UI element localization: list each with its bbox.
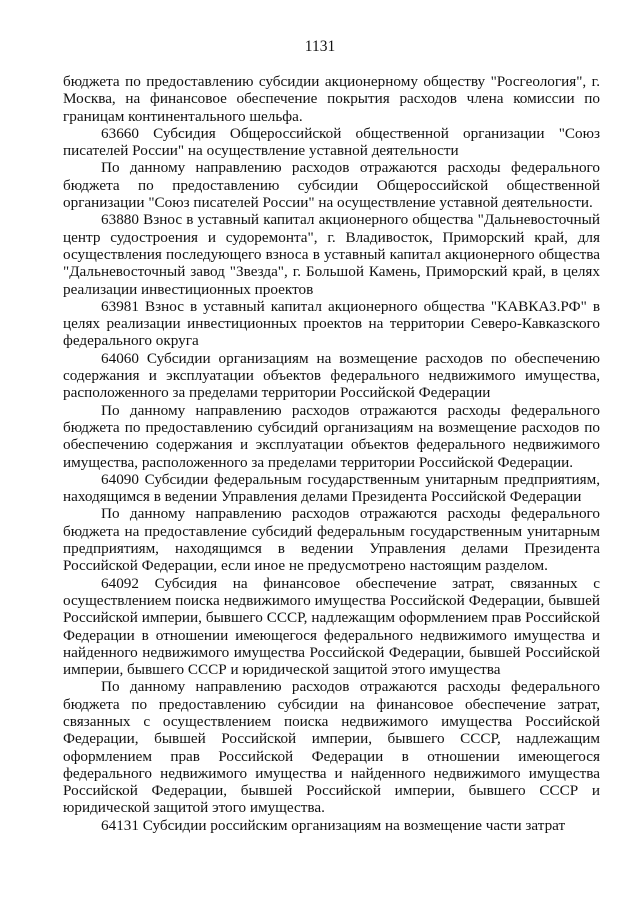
paragraph-item-63880: 63880 Взнос в уставный капитал акционерного общества "Дальневосточный центр судостроения и судоремонта", г. Владивосток, Приморский край, для осуществления последующего взноса в уставный капитал акционерного общества "Дальневосточный завод "Звезда", г. Большой Камень, Приморский край, в целях реализации инвестиционных проектов [63, 211, 600, 298]
paragraph-item-63981: 63981 Взнос в уставный капитал акционерного общества "КАВКАЗ.РФ" в целях реализации инвестиционных проектов на территории Северо-Кавказского федерального округа [63, 297, 600, 350]
paragraph-item-63660: 63660 Субсидия Общероссийской общественной организации "Союз писателей России" на осуществление уставной деятельности [63, 124, 600, 160]
paragraph-item-64090: 64090 Субсидии федеральным государственным унитарным предприятиям, находящимся в ведении Управления делами Президента Российской Федерации [63, 470, 600, 506]
paragraph-description-64060: По данному направлению расходов отражаются расходы федерального бюджета по предоставлению субсидий организациям на возмещение расходов по обеспечению содержания и эксплуатации объектов федерального недвижимого имущества, расположенного за пределами территории Российской Федерации. [63, 401, 600, 471]
paragraph-description-64092: По данному направлению расходов отражаются расходы федерального бюджета по предоставлению субсидии на финансовое обеспечение затрат, связанных с осуществлением поиска недвижимого имущества Российской Федерации, бывшей Российской империи, бывшего СССР, надлежащим оформлением прав Российской Федерации в отношении имеющегося федерального недвижимого имущества и найденного недвижимого имущества Российской Федерации, бывшей Российской империи, бывшего СССР и юридической защитой этого имущества. [63, 678, 600, 817]
paragraph-description-63660: По данному направлению расходов отражаются расходы федерального бюджета по предоставлению субсидии Общероссийской общественной организации "Союз писателей России" на осуществление уставной деятельности. [63, 159, 600, 212]
paragraph-description-64090: По данному направлению расходов отражаются расходы федерального бюджета на предоставление субсидий федеральным государственным унитарным предприятиям, находящимся в ведении Управления делами Президента Российской Федерации, если иное не предусмотрено настоящим разделом. [63, 505, 600, 575]
page-number: 1131 [304, 38, 336, 55]
paragraph-item-64092: 64092 Субсидия на финансовое обеспечение затрат, связанных с осуществлением поиска недвижимого имущества Российской Федерации, бывшей Российской империи, бывшего СССР, надлежащим оформлением прав Российской Федерации в отношении имеющегося федерального недвижимого имущества и найденного недвижимого имущества Российской Федерации, бывшей Российской империи, бывшего СССР и юридической защитой этого имущества [63, 574, 600, 679]
paragraph-item-64060: 64060 Субсидии организациям на возмещение расходов по обеспечению содержания и эксплуатации объектов федерального недвижимого имущества, расположенного за пределами территории Российской Федерации [63, 349, 600, 402]
paragraph-continuation: бюджета по предоставлению субсидии акционерному обществу "Росгеология", г. Москва, на финансовое обеспечение покрытия расходов члена комиссии по границам континентального шельфа. [63, 73, 600, 125]
document-body [63, 73, 600, 834]
paragraph-item-64131: 64131 Субсидии российским организациям на возмещение части затрат [101, 816, 566, 834]
